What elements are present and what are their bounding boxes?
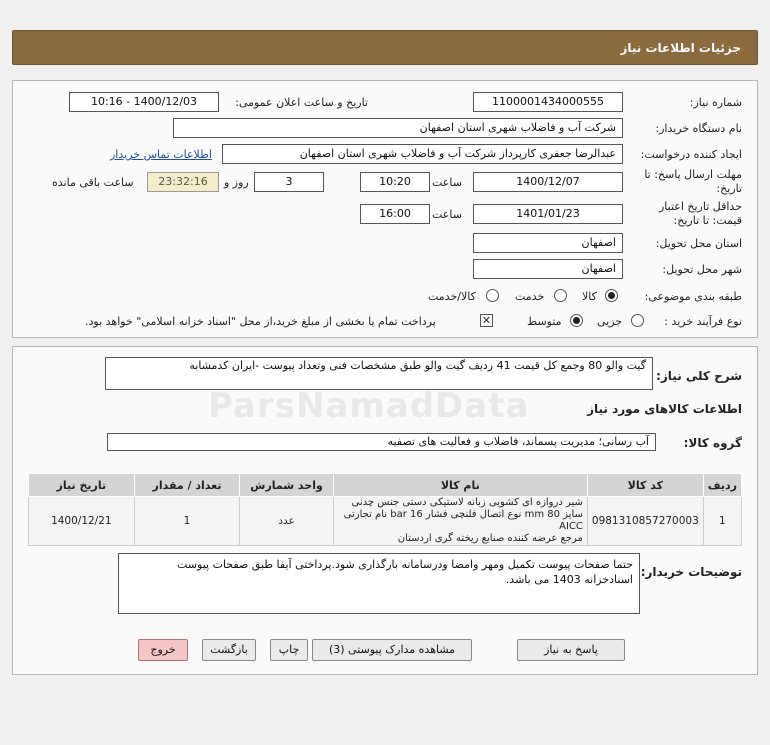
reply-button[interactable]: پاسخ به نیاز <box>517 639 625 661</box>
col-header-unit: واحد شمارش <box>240 474 333 497</box>
validity-label-line2: قیمت: تا تاریخ: <box>673 214 742 227</box>
need-number-field[interactable]: 1100001434000555 <box>473 92 623 112</box>
category-service-label: خدمت <box>515 290 545 303</box>
view-attachments-button[interactable]: مشاهده مدارک پیوستی (3) <box>312 639 472 661</box>
process-partial-radio[interactable] <box>631 314 644 327</box>
goods-group-label: گروه کالا: <box>683 436 742 450</box>
delivery-city-label: شهر محل تحویل: <box>662 263 742 276</box>
row-code: 0981310857270003 <box>587 497 703 546</box>
process-partial-label: جزیی <box>597 315 623 328</box>
deadline-time-field[interactable]: 10:20 <box>360 172 430 192</box>
row-name-line1: شیر دروازه ای کشویی زبانه لاستیکی دستی جنس چدنی <box>351 497 583 508</box>
validity-time-label: ساعت <box>432 208 462 221</box>
treasury-payment-checkbox[interactable]: ✕ <box>481 314 492 327</box>
col-header-name: نام کالا <box>333 474 587 497</box>
category-goods-service-radio[interactable] <box>486 289 499 302</box>
buyer-org-field[interactable]: شرکت آب و فاضلاب شهری استان اصفهان <box>173 118 623 138</box>
days-remaining-field: 3 <box>254 172 324 192</box>
row-index: 1 <box>703 497 741 546</box>
goods-table <box>28 473 742 546</box>
back-button[interactable]: بازگشت <box>202 639 256 661</box>
col-header-qty: تعداد / مقدار <box>134 474 240 497</box>
treasury-payment-note: پرداخت تمام یا بخشی از مبلغ خرید،از محل "اسناد خزانه اسلامی" خواهد بود. <box>85 315 436 328</box>
general-desc-field[interactable]: گیت والو 80 وجمع کل قیمت 41 ردیف گیت والو طبق مشخصات فنی وتعداد پیوست -ایران کدمشابه <box>105 357 653 390</box>
row-name-line2: سایز mm 80 نوع اتصال فلنچی فشار bar 16 نام تجارتی AICC <box>343 509 583 532</box>
table-row <box>29 497 742 546</box>
row-qty: 1 <box>134 497 240 546</box>
exit-button[interactable]: خروج <box>138 639 188 661</box>
print-button[interactable]: چاپ <box>270 639 308 661</box>
requester-label: ایجاد کننده درخواست: <box>640 148 742 161</box>
process-medium-label: متوسط <box>527 315 562 328</box>
page-title-bar <box>12 30 758 65</box>
category-label: طبقه بندی موضوعی: <box>644 290 742 303</box>
delivery-province-label: استان محل تحویل: <box>655 237 742 250</box>
goods-info-heading: اطلاعات کالاهای مورد نیاز <box>587 402 742 416</box>
buyer-notes-field[interactable]: حتما صفحات پیوست تکمیل ومهر وامضا ودرسامانه بارگذاری شود.پرداختی آیفا طبق صفحات پیوست اسنادخزانه 1403 می باشد. <box>118 553 640 614</box>
goods-table-header <box>29 474 742 497</box>
row-name <box>333 497 587 546</box>
row-name-line3: مرجع عرضه کننده صنایع ریخته گری اردستان <box>397 533 583 544</box>
category-goods-radio[interactable] <box>605 289 618 302</box>
validity-label-line1: حداقل تاریخ اعتبار <box>658 200 742 213</box>
page-title: جزئیات اطلاعات نیاز <box>620 40 741 55</box>
deadline-time-label: ساعت <box>432 176 462 189</box>
general-desc-label: شرح کلی نیاز: <box>656 369 742 383</box>
row-date: 1400/12/21 <box>29 497 135 546</box>
delivery-city-field[interactable]: اصفهان <box>473 259 623 279</box>
validity-time-field[interactable]: 16:00 <box>360 204 430 224</box>
days-label: روز و <box>224 176 249 189</box>
requester-field[interactable]: عبدالرضا جعفری کارپرداز شرکت آب و فاضلاب شهری استان اصفهان <box>222 144 623 164</box>
category-service-radio[interactable] <box>554 289 567 302</box>
validity-date-field[interactable]: 1401/01/23 <box>473 204 623 224</box>
col-header-index: ردیف <box>703 474 741 497</box>
process-type-label: نوع فرآیند خرید : <box>664 315 742 328</box>
buyer-notes-label: توضیحات خریدار: <box>640 565 742 579</box>
process-medium-radio[interactable] <box>570 314 583 327</box>
announce-datetime-label: تاریخ و ساعت اعلان عمومی: <box>235 96 368 109</box>
col-header-code: کد کالا <box>587 474 703 497</box>
deadline-date-field[interactable]: 1400/12/07 <box>473 172 623 192</box>
buyer-org-label: نام دستگاه خریدار: <box>655 122 742 135</box>
need-number-label: شماره نیاز: <box>689 96 742 109</box>
deadline-label-line1: مهلت ارسال پاسخ: تا <box>644 168 742 181</box>
category-goods-label: کالا <box>582 290 597 303</box>
contact-buyer-link[interactable]: اطلاعات تماس خریدار <box>110 148 212 161</box>
goods-group-field[interactable]: آب رسانی؛ مدیریت پسماند، فاضلاب و فعالیت های تصفیه <box>107 433 656 451</box>
category-goods-service-label: کالا/خدمت <box>428 290 476 303</box>
col-header-date: تاریخ نیاز <box>29 474 135 497</box>
remaining-label: ساعت باقی مانده <box>52 176 134 189</box>
deadline-label-line2: تاریخ: <box>716 182 742 195</box>
announce-datetime-field[interactable]: 1400/12/03 - 10:16 <box>69 92 219 112</box>
row-unit: عدد <box>240 497 333 546</box>
time-remaining-field: 23:32:16 <box>147 172 219 192</box>
delivery-province-field[interactable]: اصفهان <box>473 233 623 253</box>
